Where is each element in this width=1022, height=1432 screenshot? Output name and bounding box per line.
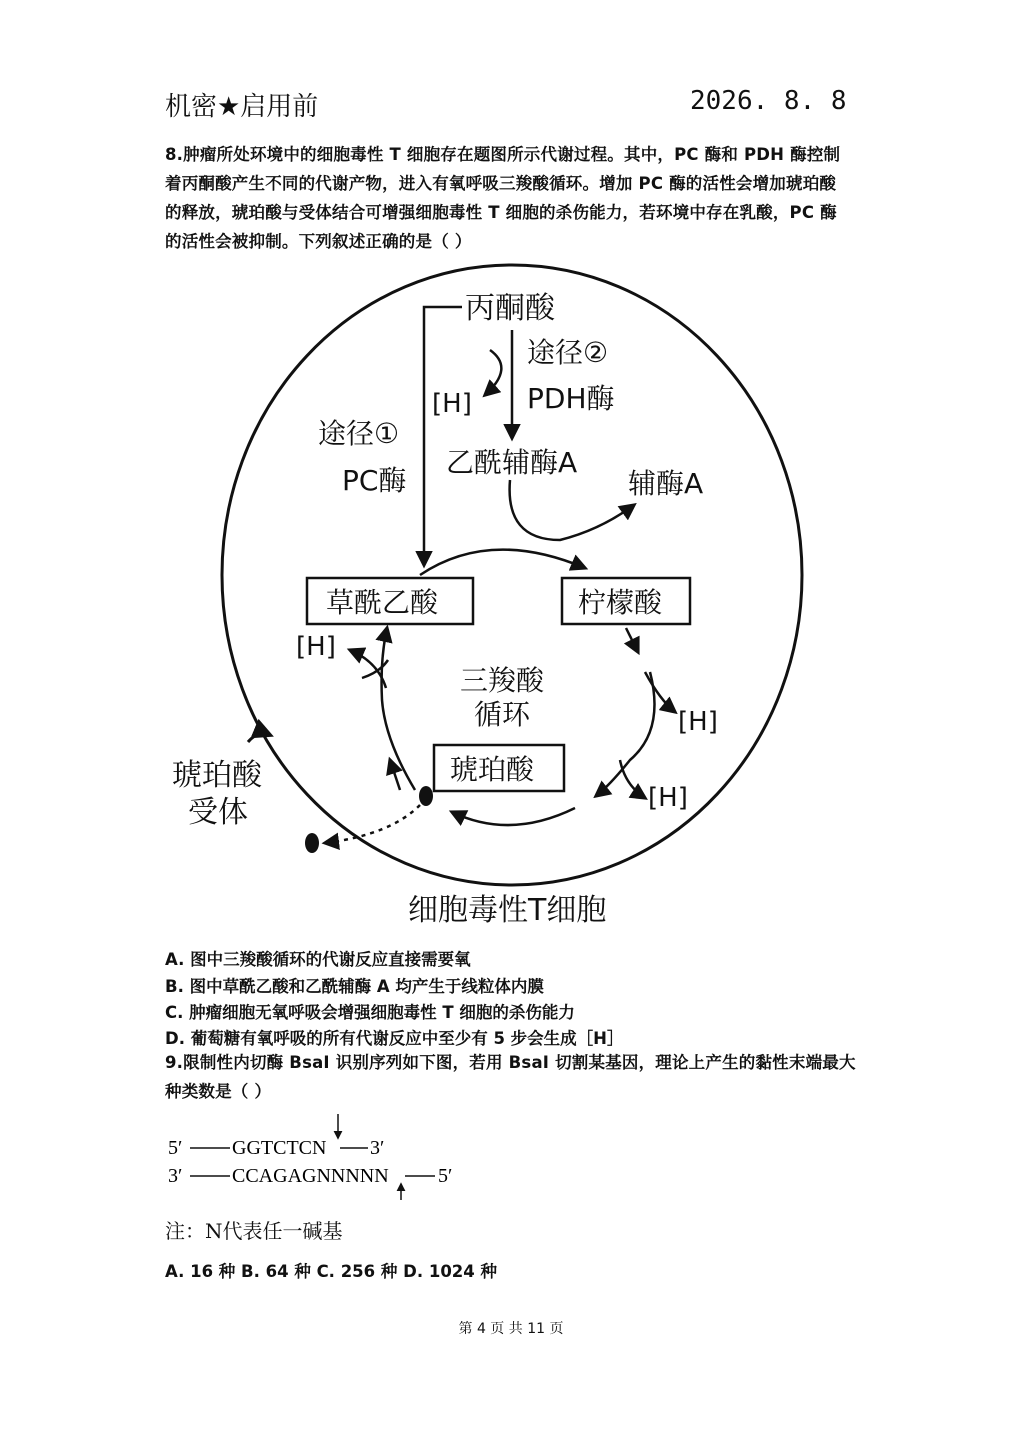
question-8-stem <box>165 140 865 256</box>
coa-label: 辅酶A <box>628 467 704 500</box>
seq-top-body: GGTCTCN <box>232 1137 327 1159</box>
pdh-label: PDH酶 <box>527 382 615 415</box>
succinate-dot-outside <box>305 833 319 853</box>
succinate-dot-inside <box>419 786 433 806</box>
seq-bottom-5prime: 5′ <box>438 1165 453 1187</box>
seq-bottom-3prime: 3′ <box>168 1165 183 1187</box>
header-confidential: 机密★启用前 <box>165 92 319 122</box>
q8-line: 的释放，琥珀酸与受体结合可增强细胞毒性 T 细胞的杀伤能力，若环境中存在乳酸，PC 酶 <box>165 203 837 222</box>
citrate-label: 柠檬酸 <box>578 586 663 619</box>
q8-line: 的活性会被抑制。下列叙述正确的是（ ） <box>165 232 472 251</box>
q9-line: 种类数是（ ） <box>165 1082 272 1101</box>
seq-bottom-body: CCAGAGNNNNN <box>232 1165 389 1187</box>
route1-label: 途径① <box>318 417 400 450</box>
q8-option-d: D. 葡萄糖有氧呼吸的所有代谢反应中至少有 5 步会生成［H］ <box>165 1029 624 1048</box>
oxaloacetate-label: 草酰乙酸 <box>326 586 439 619</box>
q8-option-a: A. 图中三羧酸循环的代谢反应直接需要氧 <box>165 950 471 969</box>
h-label-right-1: [H] <box>678 707 718 737</box>
cycle-arc-left <box>382 628 415 790</box>
q8-option-b: B. 图中草酰乙酸和乙酰辅酶 A 均产生于线粒体内膜 <box>165 977 544 996</box>
cell-label: 细胞毒性T细胞 <box>408 893 607 928</box>
cycle-arrow-to-citrate <box>420 550 585 575</box>
cycle-arrow-bottom <box>452 808 575 825</box>
q9-options: A. 16 种 B. 64 种 C. 256 种 D. 1024 种 <box>165 1262 498 1281</box>
h-branch-right-1 <box>645 672 675 712</box>
seq-top-5prime: 5′ <box>168 1137 183 1159</box>
q9-line: 9.限制性内切酶 BsaI 识别序列如下图，若用 BsaI 切割某基因，理论上产生的黏性末端最大 <box>165 1053 856 1072</box>
cycle-arrow-left-lower <box>390 760 400 790</box>
question-9-stem <box>165 1048 865 1106</box>
tca-label-line1: 三羧酸 <box>460 664 545 697</box>
receptor-label-line2: 受体 <box>188 795 248 830</box>
acetylcoa-label: 乙酰辅酶A <box>446 446 578 479</box>
q8-line: 着丙酮酸产生不同的代谢产物，进入有氧呼吸三羧酸循环。增加 PC 酶的活性会增加琥珀酸 <box>165 174 837 193</box>
metabolism-diagram <box>0 250 1022 940</box>
h-label-right-2: [H] <box>648 783 688 813</box>
succinate-label: 琥珀酸 <box>450 753 535 786</box>
receptor-label-line1: 琥珀酸 <box>172 758 262 793</box>
seq-top-3prime: 3′ <box>370 1137 385 1159</box>
h-release-curve <box>485 350 501 395</box>
route2-label: 途径② <box>527 336 609 369</box>
h-label: [H] <box>432 389 472 419</box>
route1-arrow <box>424 307 462 565</box>
header-date: 2026. 8. 8 <box>690 86 847 116</box>
bsai-sequence-figure <box>160 1110 480 1200</box>
q8-line: 8.肿瘤所处环境中的细胞毒性 T 细胞存在题图所示代谢过程。其中，PC 酶和 PDH 酶控制 <box>165 145 841 164</box>
cycle-arrow-right-1 <box>626 628 638 652</box>
h-label-left: [H] <box>296 632 336 662</box>
coa-release-arrow <box>510 480 634 540</box>
pyruvate-label: 丙酮酸 <box>465 291 555 326</box>
q8-option-c: C. 肿瘤细胞无氧呼吸会增强细胞毒性 T 细胞的杀伤能力 <box>165 1003 575 1022</box>
page-footer: 第 4 页 共 11 页 <box>458 1321 564 1337</box>
q9-note: 注：N代表任一碱基 <box>165 1219 343 1243</box>
tca-label-line2: 循环 <box>474 698 531 731</box>
pc-label: PC酶 <box>342 464 407 497</box>
